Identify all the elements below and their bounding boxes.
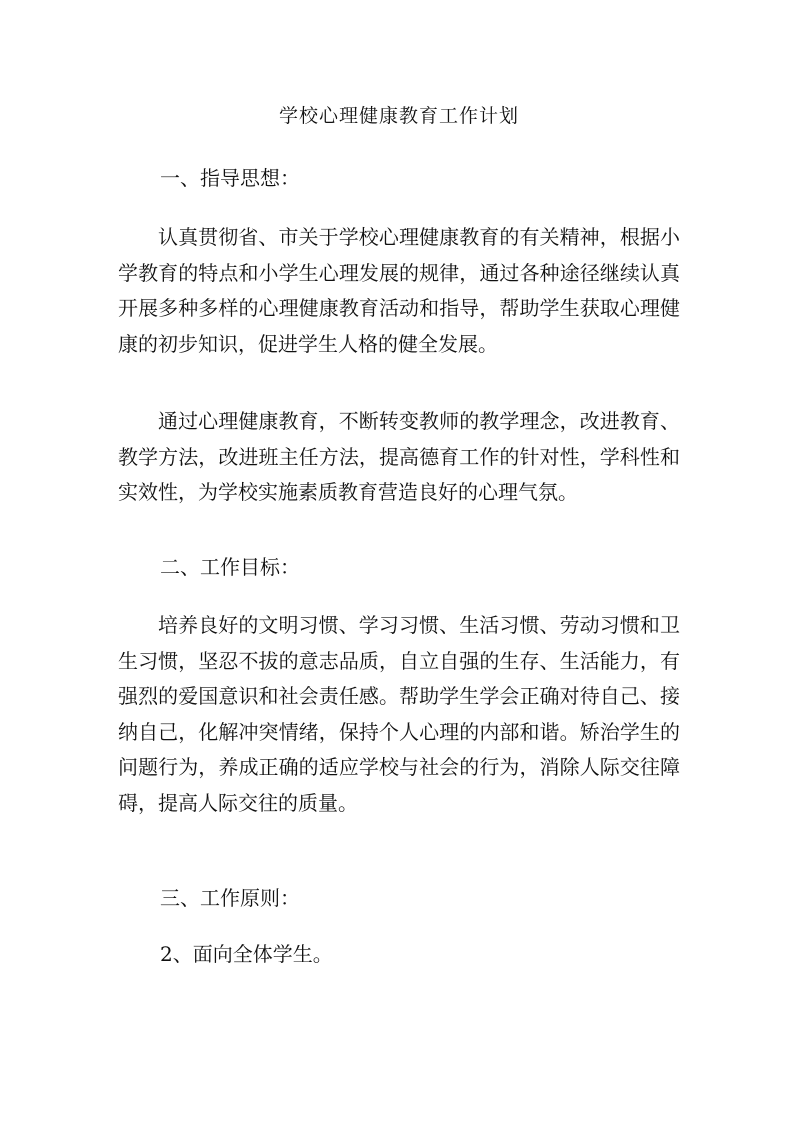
paragraph-guiding-thought-2: 通过心理健康教育，不断转变教师的教学理念，改进教育、教学方法，改进班主任方法，提高德育工作的针对性，学科性和实效性，为学校实施素质教育营造良好的心理气氛。 bbox=[118, 409, 680, 504]
paragraph-guiding-thought-1: 认真贯彻省、市关于学校心理健康教育的有关精神，根据小学教育的特点和小学生心理发展的规律，通过各种途径继续认真开展多种多样的心理健康教育活动和指导，帮助学生获取心理健康的初步知识，促进学生人格的健全发展。 bbox=[118, 225, 680, 356]
list-item-principle-2: 2、面向全体学生。 bbox=[160, 942, 333, 966]
page-title: 学校心理健康教育工作计划 bbox=[278, 105, 519, 127]
paragraph-work-goals-1: 培养良好的文明习惯、学习习惯、生活习惯、劳动习惯和卫生习惯，坚忍不拔的意志品质，自立自强的生存、生活能力，有强烈的爱国意识和社会责任感。帮助学生学会正确对待自己、接纳自己，化解冲突情绪，保持个人心理的内部和谐。矫治学生的问题行为，养成正确的适应学校与社会的行为，消除人际交往障碍，提高人际交往的质量。 bbox=[118, 613, 680, 815]
section-heading-work-principles: 三、工作原则： bbox=[160, 886, 300, 910]
section-heading-guiding-thought: 一、指导思想： bbox=[160, 166, 300, 190]
section-heading-work-goals: 二、工作目标： bbox=[160, 555, 300, 579]
